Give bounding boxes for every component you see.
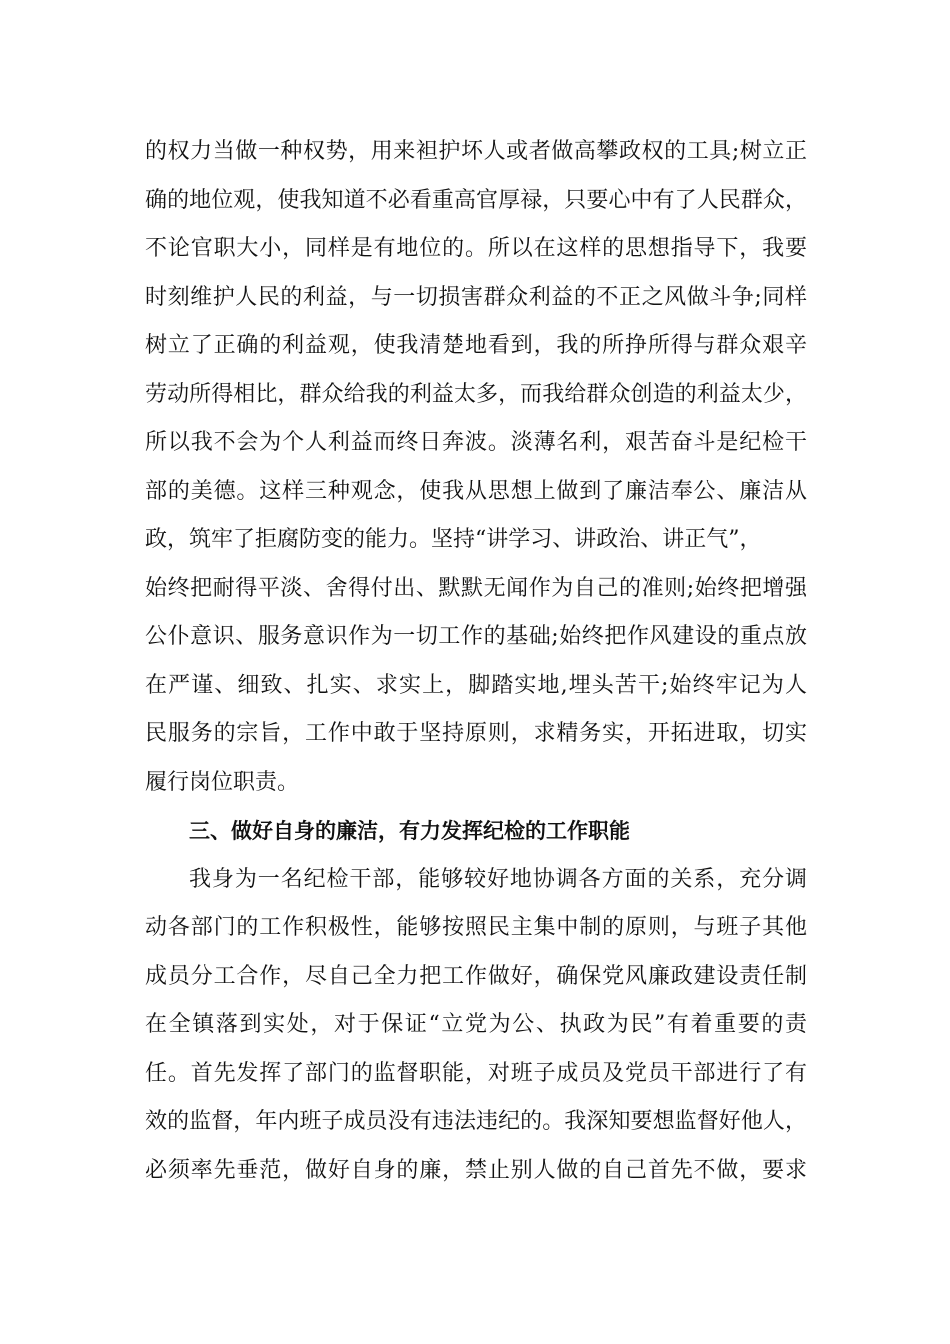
text-line: 所以我不会为个人利益而终日奔波。淡薄名利，艰苦奋斗是纪检干 [145,430,807,455]
text-line: 在全镇落到实处，对于保证“立党为公、执政为民”有着重要的责 [145,1012,807,1037]
text-line: 树立了正确的利益观，使我清楚地看到，我的所挣所得与群众艰辛 [145,333,807,358]
text-line: 时刻维护人民的利益，与一切损害群众利益的不正之风做斗争;同样 [145,284,807,310]
paragraph-1 [145,128,807,807]
text-line: 必须率先垂范，做好自身的廉，禁止别人做的自己首先不做，要求 [145,1157,807,1183]
section-heading: 三、做好自身的廉洁，有力发挥纪检的工作职能 [189,819,630,843]
text-line: 始终把耐得平淡、舍得付出、默默无闻作为自己的准则;始终把增强 [145,575,807,601]
document-body [145,128,807,1195]
text-line: 的权力当做一种权势，用来袒护坏人或者做高攀政权的工具;树立正 [145,139,807,164]
text-line: 成员分工合作，尽自己全力把工作做好，确保党风廉政建设责任制 [145,963,807,989]
text-line: 政，筑牢了拒腐防变的能力。坚持“讲学习、讲政治、讲正气”， [145,527,762,552]
text-line: 公仆意识、服务意识作为一切工作的基础;始终把作风建设的重点放 [145,624,807,649]
text-line: 履行岗位职责。 [145,769,300,795]
text-line: 动各部门的工作积极性，能够按照民主集中制的原则，与班子其他 [145,915,807,940]
text-line: 效的监督，年内班子成员没有违法违纪的。我深知要想监督好他人， [145,1109,807,1134]
text-line: 民服务的宗旨，工作中敢于坚持原则，求精务实，开拓进取，切实 [145,721,807,746]
text-line: 我身为一名纪检干部，能够较好地协调各方面的关系，充分调 [189,866,807,892]
text-line: 确的地位观，使我知道不必看重高官厚禄，只要心中有了人民群众， [145,187,807,213]
text-line: 在严谨、细致、扎实、求实上，脚踏实地,埋头苦干;始终牢记为人 [145,672,807,698]
paragraph-2 [145,856,807,1196]
text-line: 劳动所得相比，群众给我的利益太多，而我给群众创造的利益太少， [145,381,807,407]
text-line: 不论官职大小，同样是有地位的。所以在这样的思想指导下，我要 [145,236,807,261]
text-line: 部的美德。这样三种观念，使我从思想上做到了廉洁奉公、廉洁从 [145,478,807,504]
text-line: 任。首先发挥了部门的监督职能，对班子成员及党员干部进行了有 [145,1060,807,1086]
